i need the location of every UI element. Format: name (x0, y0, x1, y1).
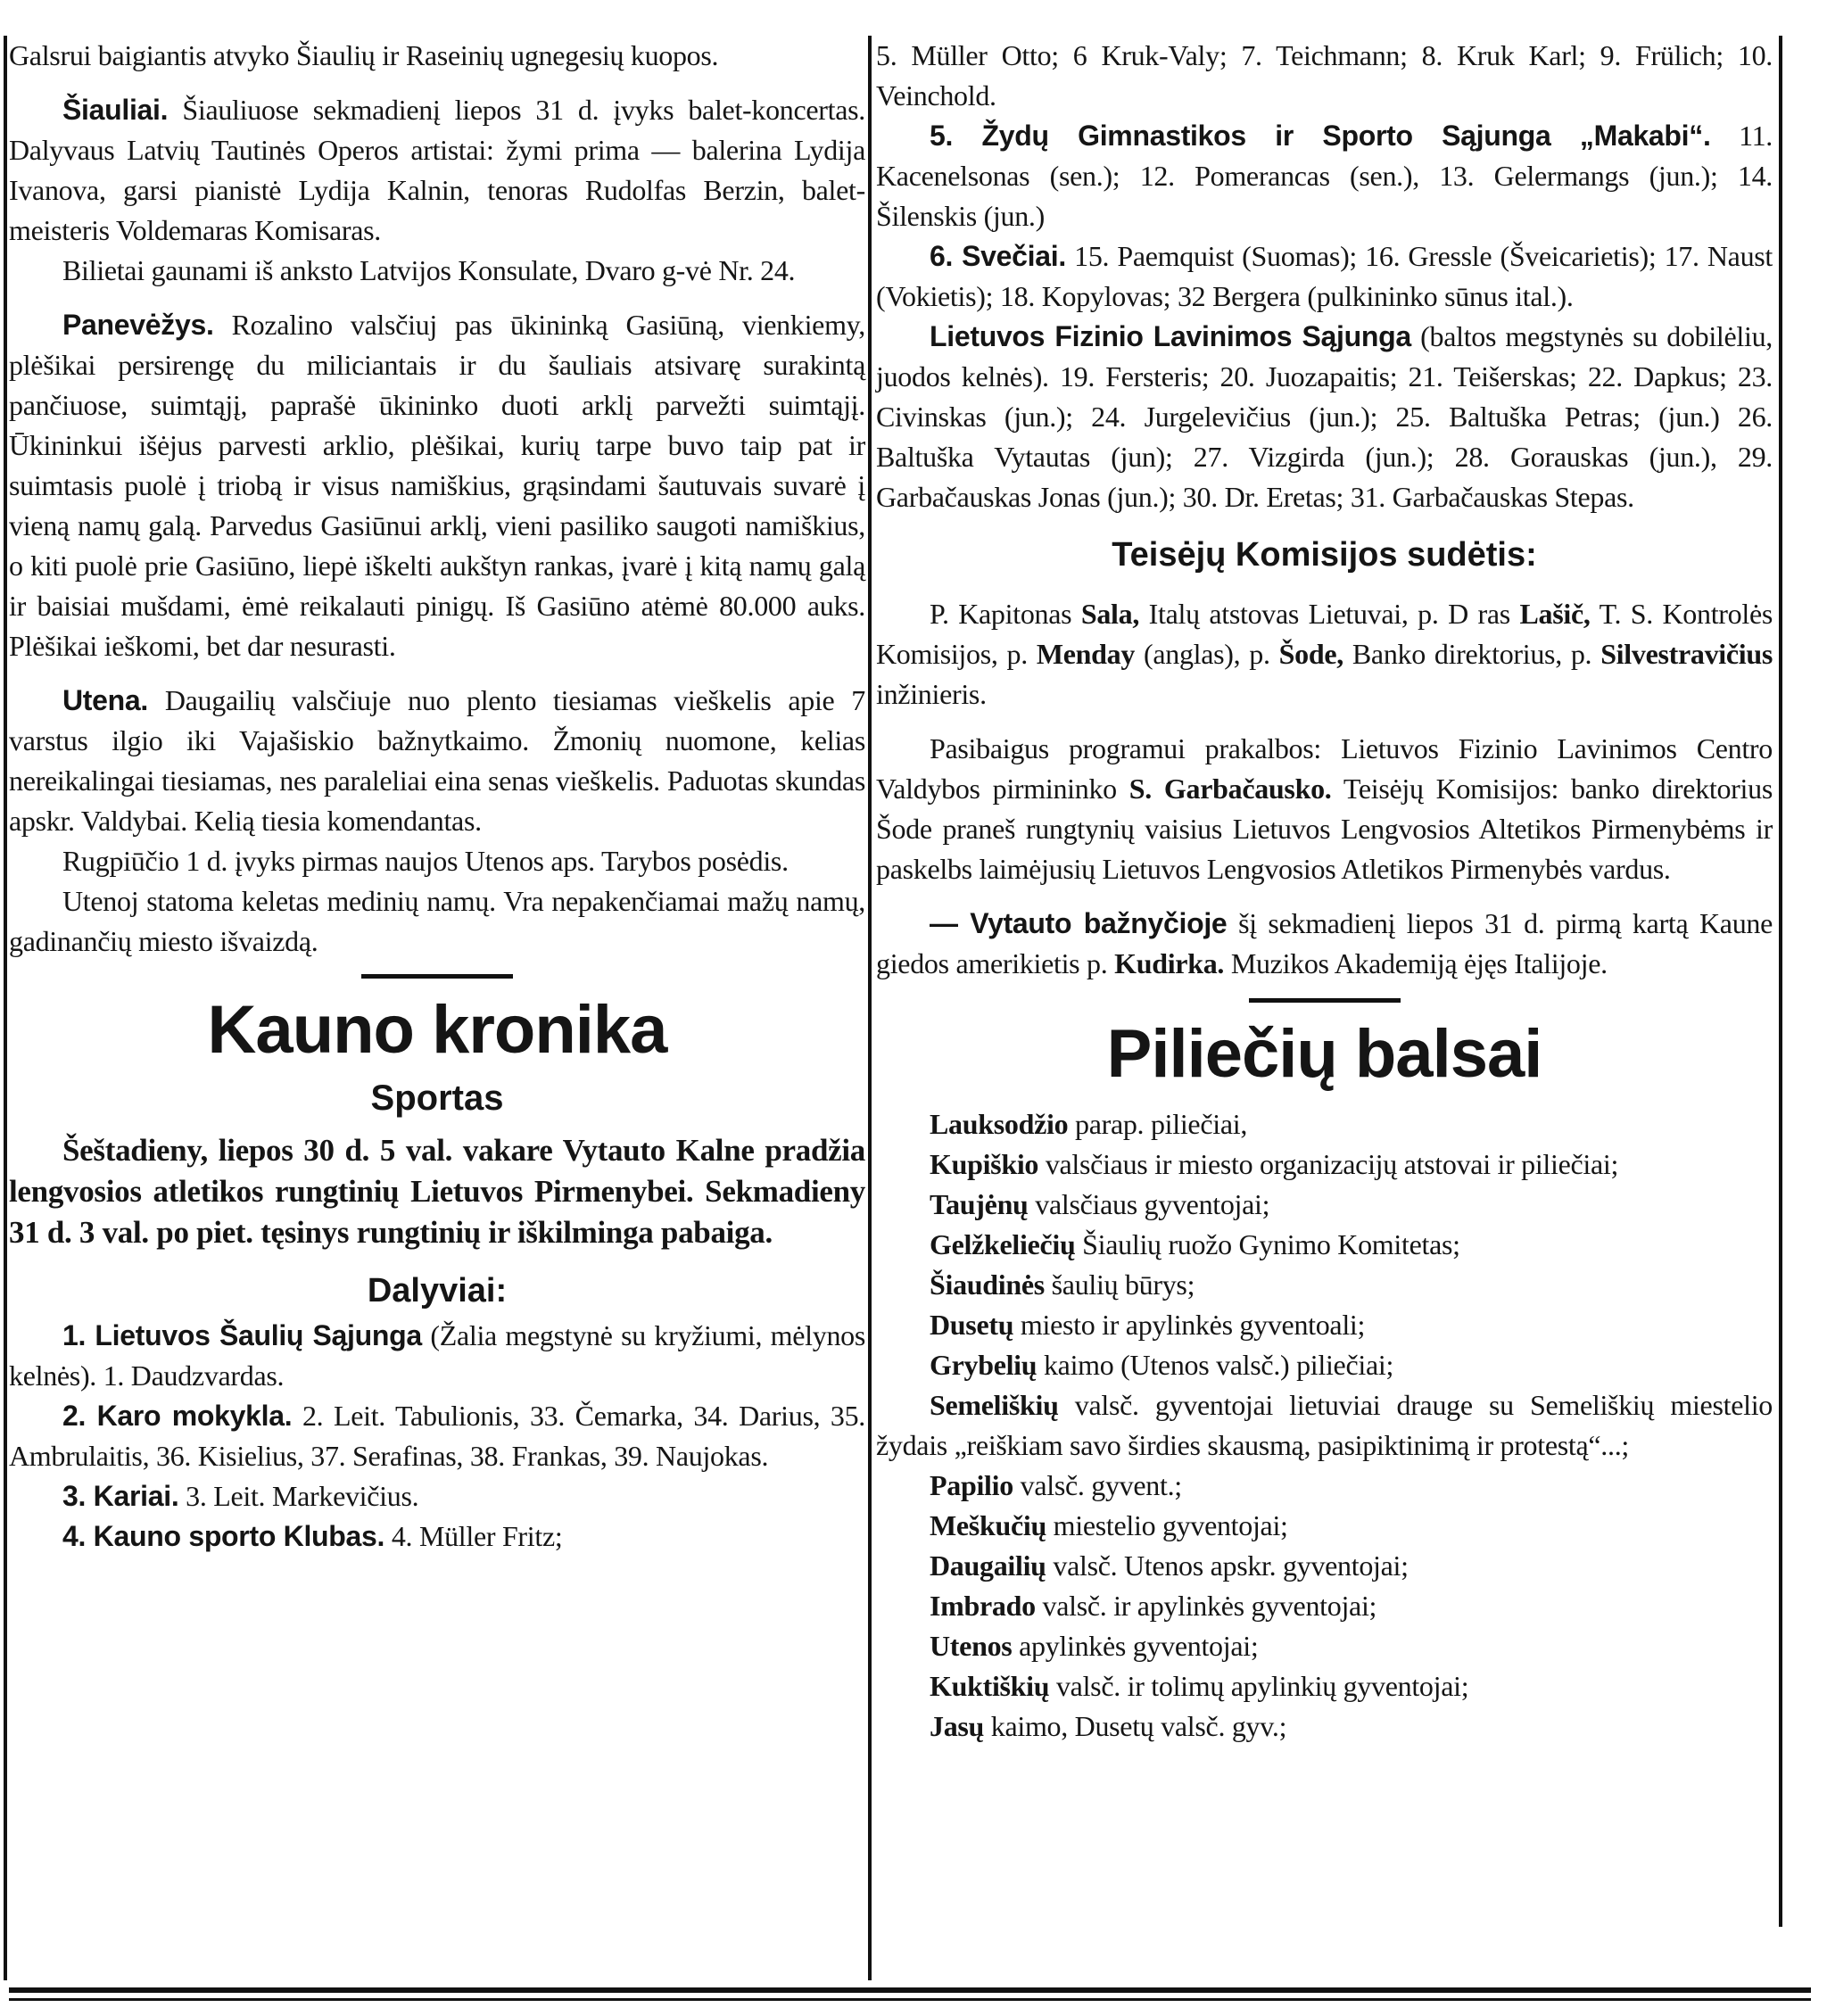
list-item: Utenos apylinkės gyventojai; (930, 1630, 1259, 1662)
list-item-lead: Meškučių (930, 1509, 1046, 1541)
utena-houses: Utenoj statoma keletas medinių namų. Vra nepakenčiamai mažų namų, gadinančių miesto išvaizdą. (9, 885, 865, 957)
bottom-rule-thin (9, 1998, 1811, 2001)
list-item: Dusetų miesto ir apylinkės gyventoali; (930, 1309, 1366, 1341)
place-siauliai: Šiauliai. (62, 94, 169, 126)
list-item: Šiaudinės šaulių būrys; (930, 1268, 1195, 1301)
sport-intro: Šeštadieny, liepos 30 d. 5 val. vakare Vytauto Kalne pradžia lengvosios atletikos rungtinių Lietuvos Pirmenybei. Sekmadieny 31 d. 3 val. po piet. tęsinys rungtinių ir iškilminga pabaiga. (9, 1133, 865, 1250)
section-rule (361, 974, 513, 979)
list-item: Jasų kaimo, Dusetų valsč. gyv.; (930, 1710, 1287, 1742)
utena-article: Utena. Daugailių valsčiuje nuo plento tiesiamas vieškelis apie 7 varstus ilgio iki Vajašiskio bažnytkaimo. Žmonių nuomone, kelias nereikalingai tiesiamas, nes paraleliai eina senas vieškelis. Paduotas skundas apskr. Valdybai. Kelią tiesia komendantas. (9, 684, 865, 837)
list-item: Daugailių valsč. Utenos apskr. gyventojai; (930, 1549, 1409, 1582)
panevezys-article: Panevėžys. Rozalino valsčiuj pas ūkininką Gasiūną, vienkiemy, plėšikai persirengę du miliciantais ir du šauliais atsivarę surakintą pančiuose, suimtąjį, paprašė ūkininko duoti arklį parvežti suimtąjį. Ūkininkui išėjus parvesti arklio, plėšikai, kurių tarpe buvo taip pat ir suimtasis puolė į triobą ir visus namiškius, grąsindami šautuvais suvarė į vieną namų galą. Parvedus Gasiūnui arklį, vieni pasiliko saugoti namiškius, o kiti puolė prie Gasiūno, liepė iškelti aukštyn rankas, įvarė į kitą namų galą ir baisiai mušdami, ėmė reikalauti pinigų. Iš Gasiūno atėmė 80.000 auks. Plėšikai ieškomi, bet dar nesurasti. (9, 309, 865, 662)
list-item-lead: Jasų (930, 1710, 985, 1742)
right-column (876, 36, 1773, 1747)
fire-article-end: Galsrui baigiantis atvyko Šiaulių ir Raseinių ugnegesių kuopos. (9, 39, 719, 71)
list-item-lead: Daugailių (930, 1549, 1046, 1582)
list-item-lead: Semeliškių (930, 1389, 1059, 1421)
list-item-lead: Kupiškio (930, 1148, 1039, 1180)
participants-heading: Dalyviai: (367, 1272, 508, 1310)
list-item: Meškučių miestelio gyventojai; (930, 1509, 1288, 1541)
place-panevezys: Panevėžys. (62, 309, 214, 341)
utena-council: Rugpiūčio 1 d. įvyks pirmas naujos Utenos aps. Tarybos posėdis. (62, 845, 789, 877)
left-border-rule (4, 36, 7, 1980)
participant-1: 1. Lietuvos Šaulių Sąjunga (Žalia megstynė su kryžiumi, mėlynos kelnės). 1. Daudzvardas. (9, 1319, 866, 1392)
list-item-lead: Gelžkeliečių (930, 1228, 1076, 1260)
list-item: Semeliškių valsč. gyventojai lietuviai drauge su Semeliškių miestelio žydais „reiškiam savo širdies skausmą, pasipiktinimą ir protestą“...; (876, 1389, 1773, 1461)
participant-6: 6. Svečiai. 15. Paemquist (Suomas); 16. Gressle (Šveicarietis); 17. Naust (Vokietis); 18. Kopylovas; 32 Bergera (pulkininko sūnus ital.). (876, 240, 1773, 312)
vytauto-church-note: — Vytauto bažnyčioje šį sekmadienį liepos 31 d. pirmą kartą Kaune giedos amerikietis p. Kudirka. Muzikos Akademiją ėjęs Italijoje. (876, 907, 1773, 979)
list-item: Grybelių kaimo (Utenos valsč.) piliečiai; (930, 1349, 1394, 1381)
list-item-lead: Papilio (930, 1469, 1013, 1501)
list-item-lead: Imbrado (930, 1590, 1036, 1622)
list-item-lead: Grybelių (930, 1349, 1038, 1381)
participant-4: 4. Kauno sporto Klubas. 4. Müller Fritz; (62, 1520, 563, 1552)
list-item-lead: Taujėnų (930, 1188, 1029, 1220)
participant-2: 2. Karo mokykla. 2. Leit. Tabulionis, 33. Čemarka, 34. Darius, 35. Ambrulaitis, 36. Kisielius, 37. Serafinas, 38. Frankas, 39. Naujokas. (9, 1400, 865, 1472)
list-item: Lauksodžio parap. piliečiai, (930, 1108, 1248, 1140)
list-item-lead: Dusetų (930, 1309, 1014, 1341)
list-item: Taujėnų valsčiaus gyventojai; (930, 1188, 1270, 1220)
judges-heading: Teisėjų Komisijos sudėtis: (1112, 536, 1537, 574)
closing-speeches: Pasibaigus programui prakalbos: Lietuvos Fizinio Lavinimos Centro Valdybos pirmininko S. Garbačausko. Teisėjų Komisijos: banko direktorius Šode praneš rungtynių vaisius Lietuvos Lengvosios Altetikos Pirmenybėms ir paskelbs laimėjusių Lietuvos Lengvosios Atletikos Pirmenybės vardus. (876, 732, 1773, 885)
section-title-kauno-kronika: Kauno kronika (207, 992, 667, 1068)
list-item-lead: Kuktiškių (930, 1670, 1050, 1702)
list-item-lead: Utenos (930, 1630, 1013, 1662)
participant-5: 5. Žydų Gimnastikos ir Sporto Sąjunga „Makabi“. 11. Kacenelsonas (sen.); 12. Pomerancas (sen.), 13. Gelermangs (jun.); 14. Šilenskis (jun.) (876, 120, 1773, 232)
section-rule-right (1249, 998, 1401, 1003)
section-title-pilieciu-balsai: Piliečių balsai (1106, 1016, 1542, 1092)
right-border-rule (1779, 36, 1782, 1927)
list-item-lead: Lauksodžio (930, 1108, 1069, 1140)
list-item-lead: Šiaudinės (930, 1268, 1045, 1301)
list-item: Papilio valsč. gyvent.; (930, 1469, 1182, 1501)
list-item: Kupiškio valsčiaus ir miesto organizacijų atstovai ir piliečiai; (930, 1148, 1619, 1180)
participant-lfls: Lietuvos Fizinio Lavinimos Sąjunga (baltos megstynės su dobilėliu, juodos kelnės). 19. Fersteris; 20. Juozapaitis; 21. Teišerskas; 22. Dapkus; 23. Civinskas (jun.); 24. Jurgelevičius (jun.); 25. Baltuška Petras; (jun.) 26. Baltuška Vytautas (jun); 27. Vizgirda (jun.); 28. Gorauskas (jun.), 29. Garbačauskas Jonas (jun.); 30. Dr. Eretas; 31. Garbačauskas Stepas. (876, 320, 1773, 513)
bottom-rule (9, 1987, 1811, 1993)
column-divider-rule (868, 36, 872, 1980)
siauliai-tickets: Bilietai gaunami iš anksto Latvijos Konsulate, Dvaro g-vė Nr. 24. (62, 254, 796, 286)
list-item: Gelžkeliečių Šiaulių ruožo Gynimo Komitetas; (930, 1228, 1460, 1260)
place-utena: Utena. (62, 684, 148, 716)
participant-3: 3. Kariai. 3. Leit. Markevičius. (62, 1480, 419, 1512)
siauliai-article: Šiauliai. Šiauliuose sekmadienį liepos 31 d. įvyks balet-koncertas. Dalyvaus Latvių Tautinės Operos artistai: žymi prima — balerina Lydija Ivanova, garsi pianistė Lydija Kalnin, tenoras Rudolfas Berzin, balet-meisteris Voldemaras Komisaras. (9, 94, 865, 246)
judges-list: P. Kapitonas Sala, Italų atstovas Lietuvai, p. D ras Lašič, T. S. Kontrolės Komisijos, p. Menday (anglas), p. Šode, Banko direktorius, p. Silvestravičius inžinieris. (876, 598, 1773, 710)
list-item: Imbrado valsč. ir apylinkės gyventojai; (930, 1590, 1377, 1622)
citizens-voices-list (876, 1104, 1773, 1747)
left-column (9, 36, 865, 1557)
subsection-sportas: Sportas (370, 1078, 504, 1118)
participant-4-continued: 5. Müller Otto; 6 Kruk-Valy; 7. Teichmann; 8. Kruk Karl; 9. Frülich; 10. Veinchold. (876, 39, 1773, 112)
list-item: Kuktiškių valsč. ir tolimų apylinkių gyventojai; (930, 1670, 1469, 1702)
